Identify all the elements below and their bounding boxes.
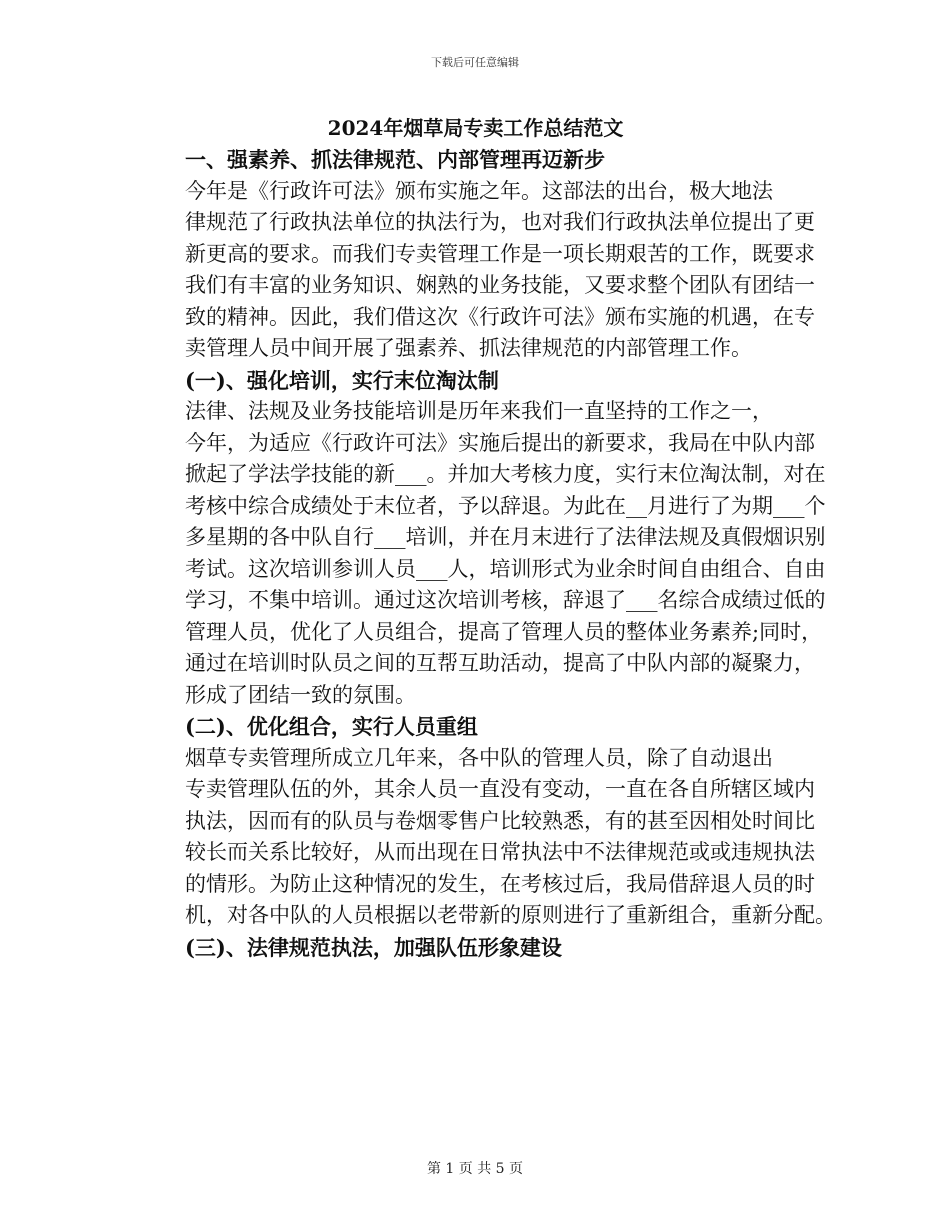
text-line: 烟草专卖管理所成立几年来，各中队的管理人员，除了自动退出 bbox=[185, 745, 773, 770]
paragraph-1 bbox=[143, 176, 815, 365]
subsection-heading-3: (三)、法律规范执法，加强队伍形象建设 bbox=[185, 934, 562, 960]
text-line: 新更高的要求。而我们专卖管理工作是一项长期艰苦的工作，既要求 bbox=[185, 241, 815, 266]
text-line: 较长而关系比较好，从而出现在日常执法中不法律规范或或违规执法 bbox=[185, 840, 815, 864]
subsection-heading-2: (二)、优化组合，实行人员重组 bbox=[185, 714, 478, 739]
page-footer: 第 1 页 共 5 页 bbox=[426, 1161, 524, 1177]
section-heading-1: 一、强素养、抓法律规范、内部管理再迈新步 bbox=[185, 147, 605, 172]
header-note: 下载后可任意编辑 bbox=[431, 56, 519, 69]
text-line: 今年，为适应《行政许可法》实施后提出的新要求，我局在中队内部 bbox=[185, 430, 815, 455]
text-line: 的情形。为防止这种情况的发生，在考核过后，我局借辞退人员的时 bbox=[185, 871, 815, 896]
text-line: 机，对各中队的人员根据以老带新的原则进行了重新组合，重新分配。 bbox=[185, 903, 836, 927]
text-line: 执法，因而有的队员与卷烟零售户比较熟悉，有的甚至因相处时间比 bbox=[185, 808, 815, 833]
text-line: 卖管理人员中间开展了强素养、抓法律规范的内部管理工作。 bbox=[185, 336, 752, 360]
paragraph-3 bbox=[143, 743, 836, 932]
text-line: 律规范了行政执法单位的执法行为，也对我们行政执法单位提出了更 bbox=[185, 210, 815, 234]
text-line: 形成了团结一致的氛围。 bbox=[185, 682, 416, 707]
document-title: 2024年烟草局专卖工作总结范文 bbox=[327, 116, 624, 140]
document-body bbox=[143, 112, 836, 963]
text-line: 通过在培训时队员之间的互帮互助活动，提高了中队内部的凝聚力， bbox=[185, 651, 815, 675]
text-line: 掀起了学法学技能的新___。并加大考核力度，实行末位淘汰制，对在 bbox=[185, 462, 826, 486]
text-line: 管理人员，优化了人员组合，提高了管理人员的整体业务素养;同时， bbox=[185, 619, 823, 644]
text-line: 考核中综合成绩处于末位者，予以辞退。为此在__月进行了为期___个 bbox=[185, 493, 826, 518]
text-line: 专卖管理队伍的外，其余人员一直没有变动，一直在各自所辖区域内 bbox=[185, 777, 815, 801]
text-line: 今年是《行政许可法》颁布实施之年。这部法的出台，极大地法 bbox=[185, 178, 773, 203]
text-line: 学习，不集中培训。通过这次培训考核，辞退了___名综合成绩过低的 bbox=[185, 588, 826, 612]
subsection-heading-1: (一)、强化培训，实行末位淘汰制 bbox=[185, 367, 499, 393]
paragraph-2 bbox=[143, 396, 826, 711]
text-line: 致的精神。因此，我们借这次《行政许可法》颁布实施的机遇，在专 bbox=[185, 304, 815, 329]
text-line: 法律、法规及业务技能培训是历年来我们一直坚持的工作之一， bbox=[185, 399, 773, 423]
text-line: 考试。这次培训参训人员___人，培训形式为业余时间自由组合、自由 bbox=[185, 556, 826, 581]
text-line: 我们有丰富的业务知识、娴熟的业务技能，又要求整个团队有团结一 bbox=[185, 273, 815, 297]
text-line: 多星期的各中队自行___培训，并在月末进行了法律法规及真假烟识别 bbox=[185, 525, 826, 549]
